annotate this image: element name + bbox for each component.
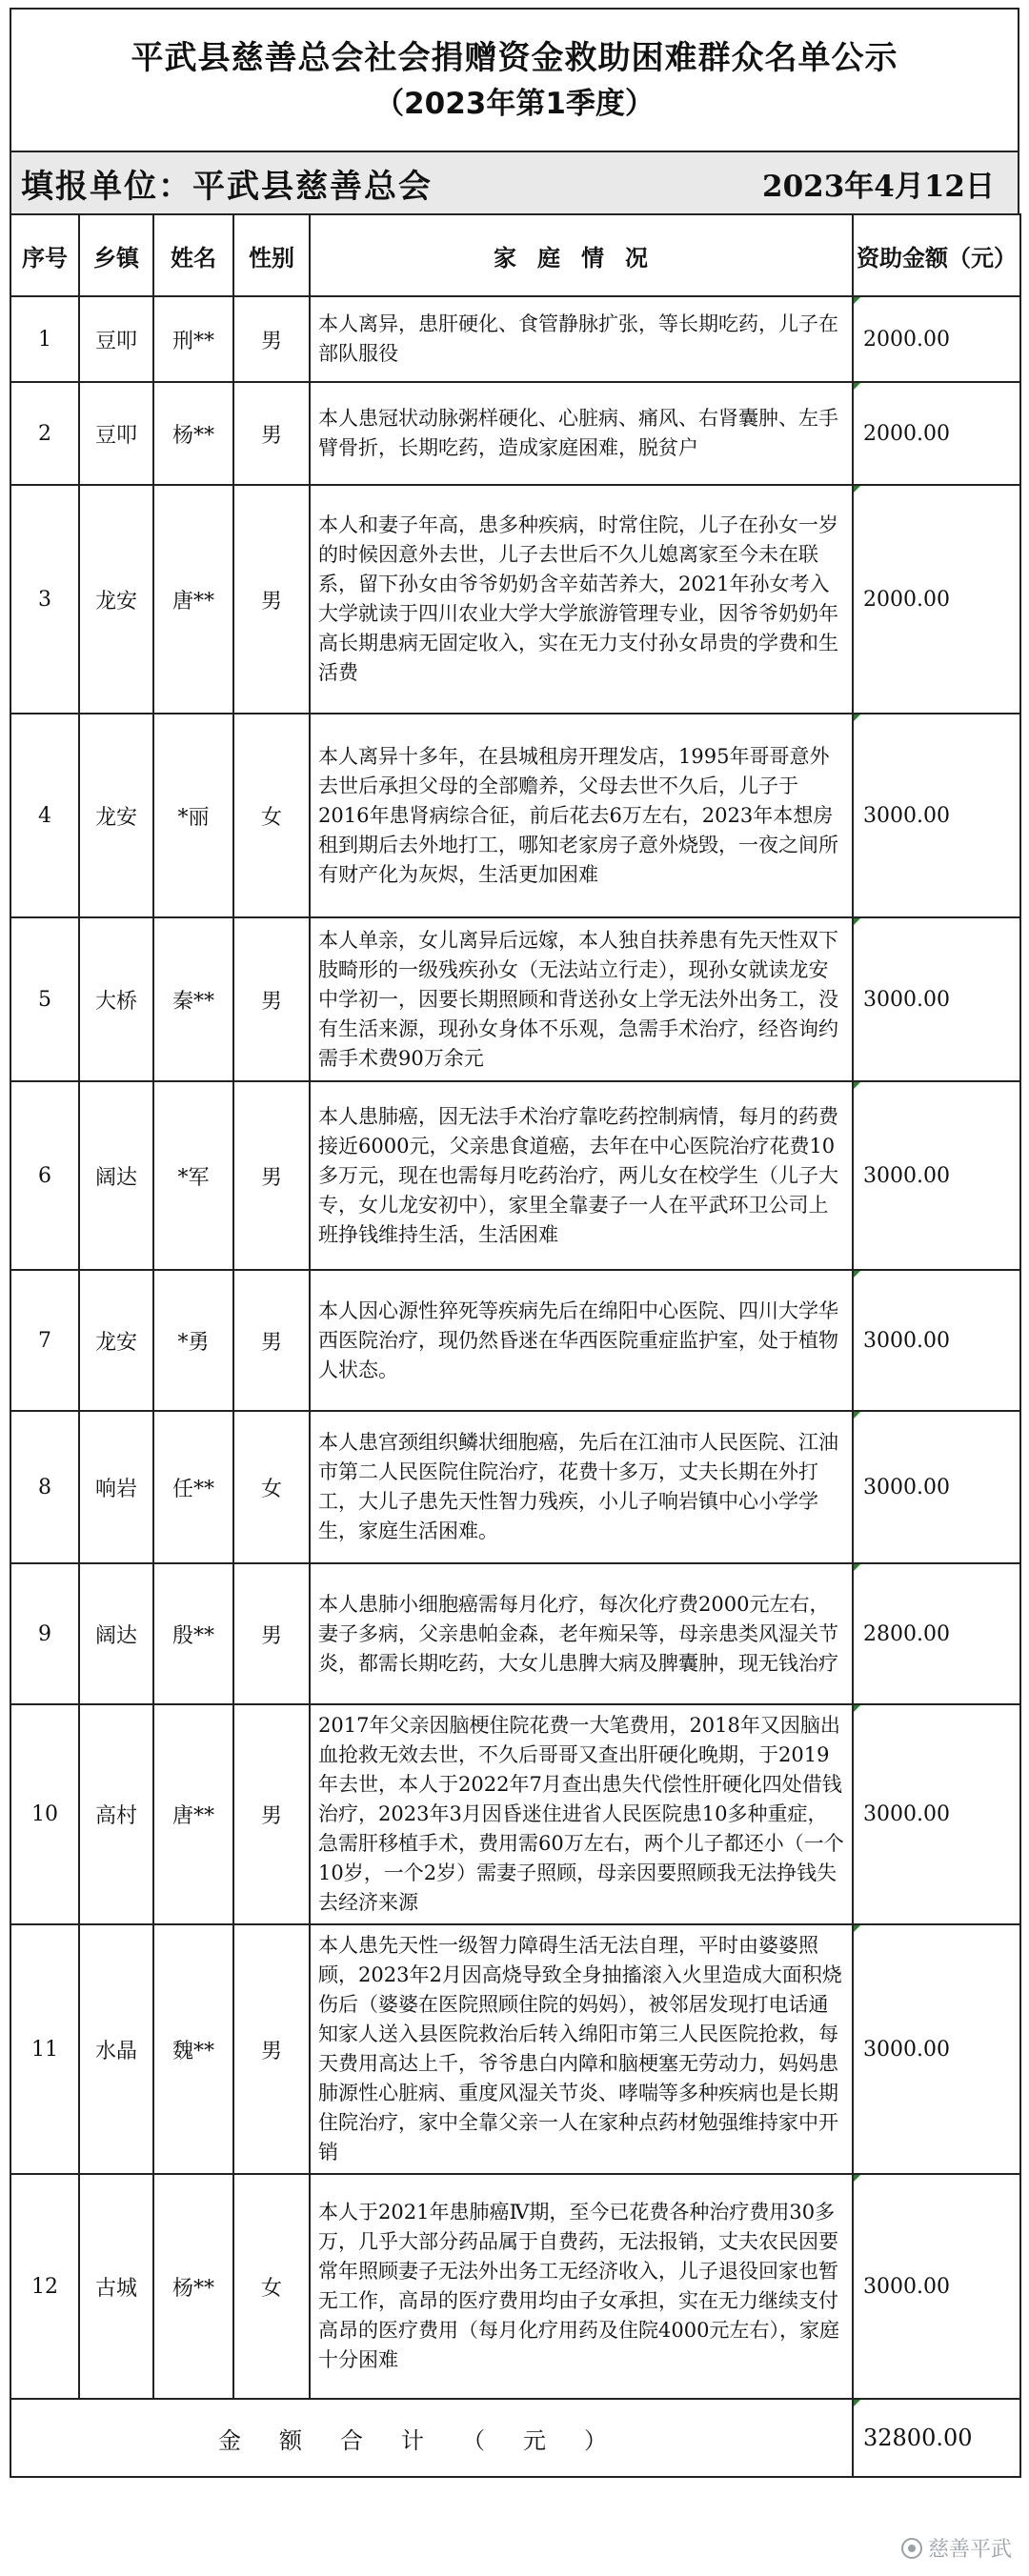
cell-name: *军 [153,1081,233,1270]
cell-gender: 女 [233,714,310,917]
table-row [10,917,1020,1081]
cell-amount: 2800.00 [853,1563,1020,1704]
cell-gender: 男 [233,1270,310,1411]
title-block [10,8,1019,151]
page-subtitle: （2023年第1季度） [374,87,655,121]
cell-name: 任** [153,1411,233,1563]
cell-amount: 2000.00 [853,382,1020,485]
cell-township: 古城 [79,2174,153,2399]
total-row [10,2399,1020,2477]
cell-name: *丽 [153,714,233,917]
cell-index: 10 [10,1704,79,1924]
cell-family: 本人离异十多年，在县城租房开理发店，1995年哥哥意外去世后承担父母的全部赡养，父母去世不久后，儿子于2016年患肾病综合征，前后花去6万左右，2023年本想房租到期后去外地打工，哪知老家房子意外烧毁，一夜之间所有财产化为灰烬，生活更加困难 [310,714,853,917]
table-row [10,1704,1020,1924]
cell-amount: 3000.00 [853,917,1020,1081]
cell-name: 唐** [153,1704,233,1924]
cell-index: 6 [10,1081,79,1270]
cell-amount: 3000.00 [853,714,1020,917]
cell-amount: 3000.00 [853,1411,1020,1563]
cell-index: 2 [10,382,79,485]
cell-index: 12 [10,2174,79,2399]
cell-township: 阔达 [79,1563,153,1704]
cell-township: 高村 [79,1704,153,1924]
total-amount: 32800.00 [853,2399,1020,2477]
table-row [10,1563,1020,1704]
table-row [10,382,1020,485]
table-header-row [10,214,1020,296]
cell-gender: 女 [233,2174,310,2399]
cell-township: 水晶 [79,1924,153,2174]
cell-name: 殷** [153,1563,233,1704]
cell-gender: 男 [233,296,310,382]
cell-gender: 男 [233,1081,310,1270]
cell-gender: 男 [233,485,310,714]
cell-index: 9 [10,1563,79,1704]
cell-family: 本人患宫颈组织鳞状细胞癌，先后在江油市人民医院、江油市第二人民医院住院治疗，花费十多万，丈夫长期在外打工，大儿子患先天性智力残疾，小儿子响岩镇中心小学学生，家庭生活困难。 [310,1411,853,1563]
cell-family: 本人患肺癌，因无法手术治疗靠吃药控制病情，每月的药费接近6000元，父亲患食道癌，去年在中心医院治疗花费10多万元，现在也需每月吃药治疗，两儿女在校学生（儿子大专，女儿龙安初中），家里全靠妻子一人在平武环卫公司上班挣钱维持生活，生活困难 [310,1081,853,1270]
cell-township: 龙安 [79,1270,153,1411]
cell-gender: 男 [233,1924,310,2174]
cell-township: 阔达 [79,1081,153,1270]
cell-family: 本人于2021年患肺癌Ⅳ期，至今已花费各种治疗费用30多万，几乎大部分药品属于自费药，无法报销，丈夫农民因要常年照顾妻子无法外出务工无经济收入，儿子退役回家也暂无工作，高昂的医疗费用均由子女承担，实在无力继续支付高昂的医疗费用（每月化疗用药及住院4000元左右），家庭十分困难 [310,2174,853,2399]
cell-amount: 2000.00 [853,296,1020,382]
cell-index: 3 [10,485,79,714]
cell-township: 响岩 [79,1411,153,1563]
cell-index: 8 [10,1411,79,1563]
cell-amount: 3000.00 [853,2174,1020,2399]
cell-family: 本人离异，患肝硬化、食管静脉扩张，等长期吃药，儿子在部队服役 [310,296,853,382]
cell-amount: 3000.00 [853,1924,1020,2174]
cell-index: 7 [10,1270,79,1411]
cell-name: 唐** [153,485,233,714]
aid-table [10,213,1021,2478]
cell-index: 1 [10,296,79,382]
unit-row [10,151,1019,213]
cell-index: 5 [10,917,79,1081]
cell-township: 龙安 [79,485,153,714]
table-row [10,1924,1020,2174]
header-township: 乡镇 [79,214,153,296]
cell-gender: 男 [233,917,310,1081]
cell-family: 本人患冠状动脉粥样硬化、心脏病、痛风、右肾囊肿、左手臂骨折，长期吃药，造成家庭困难，脱贫户 [310,382,853,485]
cell-amount: 3000.00 [853,1704,1020,1924]
total-label-cell [10,2399,853,2477]
cell-family: 本人患肺小细胞癌需每月化疗，每次化疗费2000元左右，妻子多病，父亲患帕金森，老年痴呆等，母亲患类风湿关节炎，都需长期吃药，大女儿患脾大病及脾囊肿，现无钱治疗 [310,1563,853,1704]
watermark-label: 慈善平武 [927,2538,1012,2562]
header-gender: 性别 [233,214,310,296]
report-date: 2023年4月12日 [762,169,995,204]
cell-gender: 男 [233,1704,310,1924]
table-row [10,2174,1020,2399]
cell-gender: 男 [233,1563,310,1704]
cell-name: 刑** [153,296,233,382]
cell-name: 魏** [153,1924,233,2174]
cell-index: 11 [10,1924,79,2174]
cell-index: 4 [10,714,79,917]
table-row [10,1081,1020,1270]
cell-family: 本人和妻子年高，患多种疾病，时常住院，儿子在孙女一岁的时候因意外去世，儿子去世后不久儿媳离家至今未在联系，留下孙女由爷爷奶奶含辛茹苦养大，2021年孙女考入大学就读于四川农业大学大学旅游管理专业，因爷爷奶奶年高长期患病无固定收入，实在无力支付孙女昂贵的学费和生活费 [310,485,853,714]
cell-amount: 3000.00 [853,1081,1020,1270]
table-row [10,714,1020,917]
cell-name: 杨** [153,2174,233,2399]
document-sheet [10,8,1019,2478]
cell-name: 秦** [153,917,233,1081]
cell-name: 杨** [153,382,233,485]
header-family: 家庭情况 [310,214,853,296]
table-row [10,1411,1020,1563]
cell-gender: 女 [233,1411,310,1563]
cell-amount: 3000.00 [853,1270,1020,1411]
watermark [901,2533,1012,2563]
cell-gender: 男 [233,382,310,485]
cell-township: 龙安 [79,714,153,917]
header-name: 姓名 [153,214,233,296]
cell-township: 大桥 [79,917,153,1081]
page-title: 平武县慈善总会社会捐赠资金救助困难群众名单公示 [131,39,898,77]
table-row [10,1270,1020,1411]
table-row [10,296,1020,382]
cell-name: *勇 [153,1270,233,1411]
cell-amount: 2000.00 [853,485,1020,714]
table-row [10,485,1020,714]
cell-family: 2017年父亲因脑梗住院花费一大笔费用，2018年又因脑出血抢救无效去世，不久后哥哥又查出肝硬化晚期，于2019年去世，本人于2022年7月查出患失代偿性肝硬化四处借钱治疗，2023年3月因昏迷住进省人民医院患10多种重症，急需肝移植手术，费用需60万左右，两个儿子都还小（一个10岁，一个2岁）需妻子照顾，母亲因要照顾我无法挣钱失去经济来源 [310,1704,853,1924]
header-amount: 资助金额（元） [853,214,1020,296]
cell-township: 豆叩 [79,382,153,485]
cell-family: 本人单亲，女儿离异后远嫁，本人独自扶养患有先天性双下肢畸形的一级残疾孙女（无法站立行走），现孙女就读龙安中学初一，因要长期照顾和背送孙女上学无法外出务工，没有生活来源，现孙女身体不乐观，急需手术治疗，经咨询约需手术费90万余元 [310,917,853,1081]
header-index: 序号 [10,214,79,296]
reporting-unit: 填报单位：平武县慈善总会 [21,167,433,206]
total-label: 金额合计（元） [218,2426,645,2454]
cell-township: 豆叩 [79,296,153,382]
wechat-icon [901,2538,922,2559]
cell-family: 本人患先天性一级智力障碍生活无法自理，平时由婆婆照顾，2023年2月因高烧导致全身抽搐滚入火里造成大面积烧伤后（婆婆在医院照顾住院的妈妈），被邻居发现打电话通知家人送入县医院救治后转入绵阳市第三人民医院抢救，每天费用高达上千，爷爷患白内障和脑梗塞无劳动力，妈妈患肺源性心脏病、重度风湿关节炎、哮喘等多种疾病也是长期住院治疗，家中全靠父亲一人在家种点药材勉强维持家中开销 [310,1924,853,2174]
cell-family: 本人因心源性猝死等疾病先后在绵阳中心医院、四川大学华西医院治疗，现仍然昏迷在华西医院重症监护室，处于植物人状态。 [310,1270,853,1411]
